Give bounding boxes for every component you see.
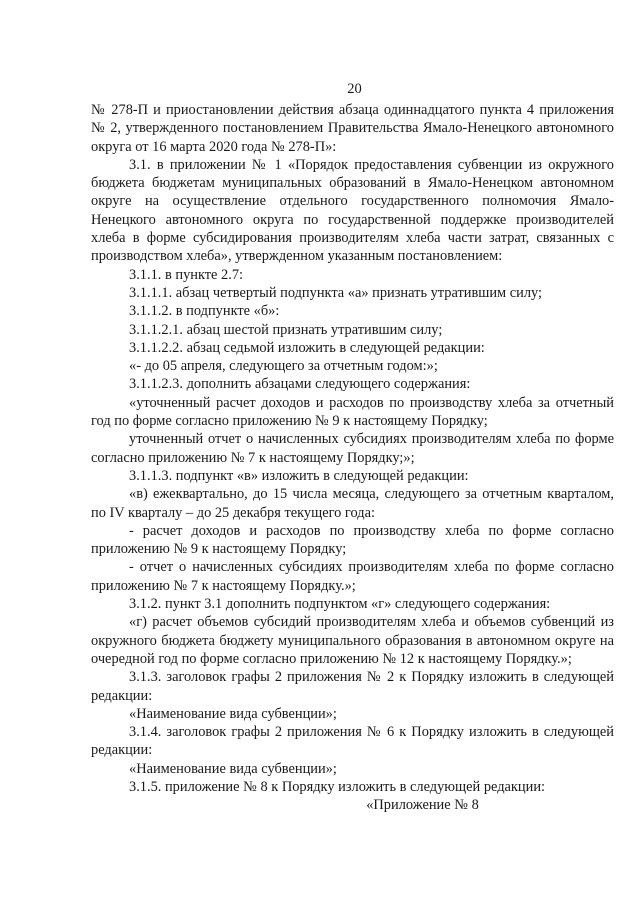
- paragraph: 3.1.1.3. подпункт «в» изложить в следующей редакции:: [129, 467, 469, 484]
- appendix-heading: «Приложение № 8: [366, 797, 479, 814]
- document-body: [91, 101, 614, 796]
- paragraph: «в) ежеквартально, до 15 числа месяца, следующего за отчетным кварталом, по IV кварталу – до 25 декабря текущего года:: [91, 486, 614, 521]
- paragraph: 3.1.1.2.2. абзац седьмой изложить в следующей редакции:: [129, 339, 485, 356]
- paragraph: «уточненный расчет доходов и расходов по производству хлеба за отчетный год по форме согласно приложению № 9 к настоящему Порядку;: [91, 394, 614, 430]
- paragraph: «г) расчет объемов субсидий производителям хлеба и объемов субвенций из окружного бюджета бюджету муниципального образования в автономном округе на очередной год по форме согласно приложению № 12 к настоящему Порядку.»;: [91, 614, 614, 667]
- page-number: 20: [347, 81, 362, 97]
- paragraph: 3.1.5. приложение № 8 к Порядку изложить в следующей редакции:: [129, 778, 546, 795]
- paragraph: 3.1.1.1. абзац четвертый подпункта «а» признать утратившим силу;: [129, 284, 543, 301]
- paragraph: 3.1.1.2.3. дополнить абзацами следующего содержания:: [129, 376, 471, 393]
- paragraph: 3.1.3. заголовок графы 2 приложения № 2 к Порядку изложить в следующей редакции:: [91, 669, 614, 704]
- paragraph: № 278-П и приостановлении действия абзаца одиннадцатого пункта 4 приложения № 2, утвержденного постановлением Правительства Ямало-Ненецкого автономного округа от 16 марта 2020 года № 278-П»:: [91, 102, 614, 155]
- paragraph: 3.1. в приложении № 1 «Порядок предоставления субвенции из окружного бюджета бюджетам муниципальных образований в Ямало-Ненецком автономном округе на осуществление отдельного государственного полномочия Ямало-Ненецкого автономного округа по государственной поддержке производителей хлеба в форме субсидирования производителям хлеба части затрат, связанных с производством хлеба», утвержденном указанным постановлением:: [91, 156, 614, 265]
- paragraph: 3.1.1. в пункте 2.7:: [129, 266, 244, 283]
- paragraph: 3.1.2. пункт 3.1 дополнить подпунктом «г» следующего содержания:: [129, 596, 551, 613]
- paragraph: - отчет о начисленных субсидиях производителям хлеба по форме согласно приложению № 7 к настоящему Порядку.»;: [91, 559, 614, 594]
- paragraph: «- до 05 апреля, следующего за отчетным годом:»;: [129, 358, 438, 375]
- paragraph: 3.1.1.2. в подпункте «б»:: [129, 303, 280, 320]
- paragraph: 3.1.4. заголовок графы 2 приложения № 6 к Порядку изложить в следующей редакции:: [91, 724, 614, 759]
- paragraph: 3.1.1.2.1. абзац шестой признать утратившим силу;: [129, 321, 443, 338]
- paragraph: - расчет доходов и расходов по производству хлеба по форме согласно приложению № 9 к настоящему Порядку;: [91, 522, 614, 558]
- paragraph: «Наименование вида субвенции»;: [129, 760, 337, 777]
- paragraph: уточненный отчет о начисленных субсидиях производителям хлеба по форме согласно приложению № 7 к настоящему Порядку;»;: [91, 431, 614, 466]
- paragraph: «Наименование вида субвенции»;: [129, 705, 337, 722]
